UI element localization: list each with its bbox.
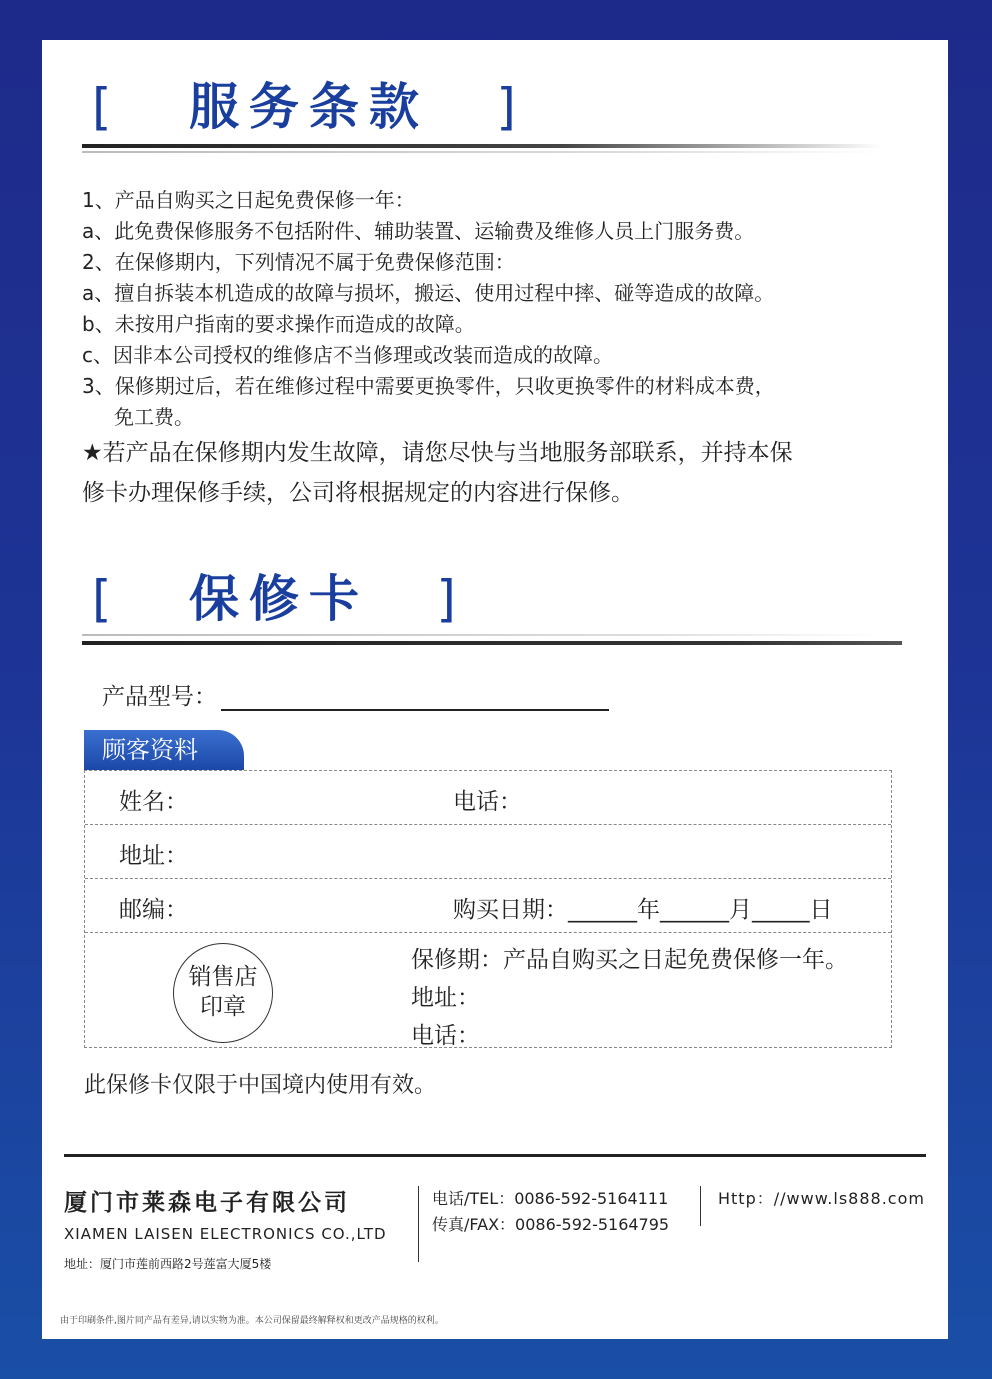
warranty-period-text: 保修期：产品自购买之日起免费保修一年。 (411, 947, 848, 973)
contact-info (432, 1186, 669, 1238)
website-link[interactable]: Http：//www.ls888.com (718, 1189, 925, 1208)
form-row-zip-date (85, 879, 891, 933)
stamp-text-line: 销售店 (188, 964, 258, 990)
store-address-label: 地址： (411, 985, 480, 1011)
card-section-title (92, 564, 466, 634)
fax-number: 传真/FAX：0086-592-5164795 (432, 1215, 670, 1234)
product-model-label: 产品型号： (102, 684, 217, 710)
terms-note (82, 433, 902, 513)
terms-item: b、未按用户指南的要求操作而造成的故障。 (82, 312, 475, 336)
footer-separator (418, 1186, 419, 1262)
phone-label: 电话： (453, 789, 522, 815)
stamp-text-line: 印章 (200, 994, 246, 1020)
card-title-rule (82, 641, 902, 645)
terms-item: 1、产品自购买之日起免费保修一年： (82, 188, 415, 212)
terms-item: c、因非本公司授权的维修店不当修理或改装而造成的故障。 (82, 343, 613, 367)
terms-item: 2、在保修期内，下列情况不属于免费保修范围： (82, 250, 515, 274)
terms-title-rule-thin (82, 151, 882, 153)
company-name-en: XIAMEN LAISEN ELECTRONICS CO.,LTD (64, 1225, 387, 1243)
title-close-bracket: ] (436, 570, 466, 628)
form-row-address (85, 825, 891, 879)
terms-note-line: 修卡办理保修手续，公司将根据规定的内容进行保修。 (82, 480, 634, 506)
warranty-document (42, 40, 948, 1339)
card-title-rule-thin (82, 634, 882, 636)
disclaimer-text: 由于印刷条件,图片同产品有差异,请以实物为准。本公司保留最终解释权和更改产品规格的权利。 (60, 1316, 444, 1326)
title-close-bracket: ] (496, 78, 526, 136)
terms-item: 3、保修期过后，若在维修过程中需要更换零件，只收更换零件的材料成本费， (82, 374, 775, 398)
product-model-field[interactable] (221, 683, 609, 711)
address-label: 地址： (119, 843, 188, 869)
warranty-info (411, 941, 848, 1055)
terms-list (82, 185, 902, 433)
zip-label: 邮编： (119, 897, 188, 923)
company-name-cn: 厦门市莱森电子有限公司 (64, 1190, 350, 1216)
terms-title-text: 服务条款 (188, 78, 429, 136)
store-phone-label: 电话： (411, 1023, 480, 1049)
footer-divider (64, 1154, 926, 1157)
title-open-bracket: [ (92, 570, 122, 628)
company-address: 地址：厦门市莲前西路2号莲富大厦5楼 (64, 1257, 272, 1271)
customer-info-tab: 顾客资料 (84, 730, 244, 770)
purchase-date-label: 购买日期：______年______月_____日 (453, 897, 833, 923)
terms-item: 免工费。 (114, 405, 194, 429)
terms-item: a、此免费保修服务不包括附件、辅助装置、运输费及维修人员上门服务费。 (82, 219, 755, 243)
terms-item: a、擅自拆装本机造成的故障与损坏，搬运、使用过程中摔、碰等造成的故障。 (82, 281, 775, 305)
terms-title-rule (82, 144, 882, 148)
store-stamp-circle (173, 943, 273, 1043)
name-label: 姓名： (119, 789, 188, 815)
product-model-row (102, 678, 609, 711)
card-title-text: 保修卡 (188, 570, 369, 628)
customer-info-form (84, 770, 892, 1048)
validity-note: 此保修卡仅限于中国境内使用有效。 (84, 1073, 437, 1098)
footer-separator (700, 1186, 701, 1226)
tel-number: 电话/TEL：0086-592-5164111 (432, 1189, 669, 1208)
form-row-name-phone (85, 771, 891, 825)
title-open-bracket: [ (92, 78, 122, 136)
terms-section-title (92, 72, 526, 142)
terms-note-line: ★若产品在保修期内发生故障，请您尽快与当地服务部联系，并持本保 (82, 440, 793, 466)
